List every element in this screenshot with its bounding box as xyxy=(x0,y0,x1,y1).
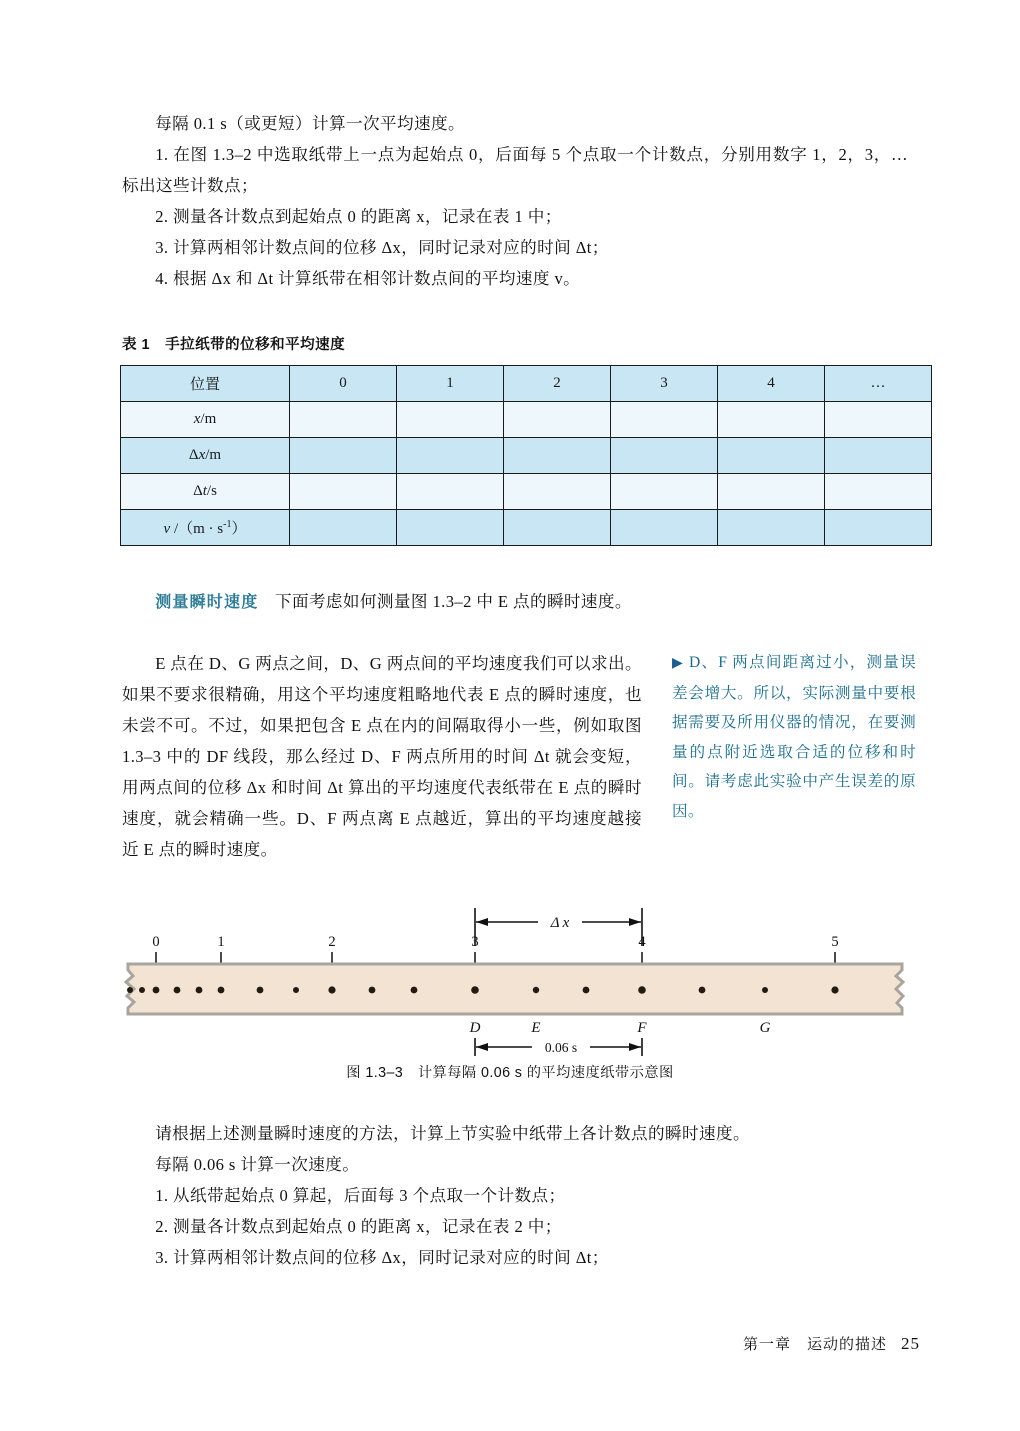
side-note-text: D、F 两点间距离过小，测量误差会增大。所以，实际测量中要根据需要及所用仪器的情况，在要测量的点附近选取合适的位移和时间。请考虑此实验中产生误差的原因。 xyxy=(672,654,916,820)
cell-position-1[interactable]: 1 xyxy=(397,366,504,402)
top-step-2: 2. 测量各计数点到起始点 0 的距离 x，记录在表 1 中； xyxy=(155,207,562,226)
point-label-F: F xyxy=(637,1020,647,1036)
tape-dot xyxy=(699,987,706,994)
cell-position-ellipsis[interactable]: … xyxy=(825,366,932,402)
delta-x-label: Δ x xyxy=(550,915,570,931)
top-label-5: 5 xyxy=(831,934,839,950)
point-label-G: G xyxy=(759,1020,771,1036)
table-displacement-velocity xyxy=(120,365,932,546)
row-label-delta-x: Δx/m xyxy=(121,438,290,474)
cell-v-2[interactable] xyxy=(504,510,611,546)
cell-dt-2[interactable] xyxy=(504,474,611,510)
table-caption: 表 1 手拉纸带的位移和平均速度 xyxy=(122,337,346,353)
triangle-marker-icon: ▶ xyxy=(672,656,684,671)
cell-dt-ellipsis[interactable] xyxy=(825,474,932,510)
tape-dot-2 xyxy=(328,986,335,993)
cell-x-4[interactable] xyxy=(718,402,825,438)
cell-position-4[interactable]: 4 xyxy=(718,366,825,402)
top-step-3: 3. 计算两相邻计数点间的位移 Δx，同时记录对应的时间 Δt； xyxy=(155,238,609,257)
cell-dt-3[interactable] xyxy=(611,474,718,510)
side-note xyxy=(672,648,916,826)
point-letter-labels xyxy=(469,1020,771,1036)
cell-dx-0[interactable] xyxy=(290,438,397,474)
cell-position-3[interactable]: 3 xyxy=(611,366,718,402)
section-heading: 测量瞬时速度 xyxy=(155,594,259,611)
tape-dot xyxy=(583,987,590,994)
tape-dot xyxy=(139,987,145,993)
cell-dx-4[interactable] xyxy=(718,438,825,474)
tape-dot xyxy=(369,987,376,994)
paper-tape xyxy=(126,964,903,1014)
footer-page-number: 25 xyxy=(901,1334,920,1353)
row-label-delta-t: Δt/s xyxy=(121,474,290,510)
row-label-v: v $/(m \cdot s^{-1})$ xyxy=(121,510,290,546)
cell-v-4[interactable] xyxy=(718,510,825,546)
top-number-labels xyxy=(152,934,838,950)
cell-dt-0[interactable] xyxy=(290,474,397,510)
figure-caption: 图 1.3–3 计算每隔 0.06 s 的平均速度纸带示意图 xyxy=(346,1065,674,1081)
dim-arrowhead-right xyxy=(629,918,641,926)
top-label-4: 4 xyxy=(638,934,646,950)
tape-diagram-svg xyxy=(120,898,910,1058)
cell-x-1[interactable] xyxy=(397,402,504,438)
row-label-x: x/m xyxy=(121,402,290,438)
cell-dt-4[interactable] xyxy=(718,474,825,510)
table-row xyxy=(121,438,932,474)
cell-v-0[interactable] xyxy=(290,510,397,546)
top-label-1: 1 xyxy=(217,934,225,950)
cell-v-1[interactable] xyxy=(397,510,504,546)
dim-arrowhead-left xyxy=(476,918,488,926)
table-row xyxy=(121,510,932,546)
cell-dx-1[interactable] xyxy=(397,438,504,474)
cell-x-ellipsis[interactable] xyxy=(825,402,932,438)
tape-dot-1 xyxy=(218,987,225,994)
bottom-paragraph-2: 每隔 0.06 s 计算一次速度。 xyxy=(155,1155,360,1174)
lead-line: 每隔 0.1 s（或更短）计算一次平均速度。 xyxy=(155,114,465,133)
tape-dot-E xyxy=(533,987,539,993)
section-intro-text: 下面考虑如何测量图 1.3–2 中 E 点的瞬时速度。 xyxy=(274,592,632,611)
bottom-step-2: 2. 测量各计数点到起始点 0 的距离 x，记录在表 2 中； xyxy=(155,1217,562,1236)
cell-position-2[interactable]: 2 xyxy=(504,366,611,402)
cell-dx-2[interactable] xyxy=(504,438,611,474)
point-label-E: E xyxy=(531,1020,541,1036)
tape-dot xyxy=(174,987,181,994)
body-paragraph-block xyxy=(122,648,642,865)
tape-dot xyxy=(293,987,299,993)
bottom-step-1: 1. 从纸带起始点 0 算起，后面每 3 个点取一个计数点； xyxy=(155,1186,566,1205)
figure-1-3-3 xyxy=(120,898,910,1058)
tape-dot-F xyxy=(638,986,646,994)
cell-dx-ellipsis[interactable] xyxy=(825,438,932,474)
tape-dot-5 xyxy=(831,986,838,993)
table-row xyxy=(121,402,932,438)
tape-dot-0 xyxy=(153,987,160,994)
top-step-1: 1. 在图 1.3–2 中选取纸带上一点为起始点 0，后面每 5 个点取一个计数点，分别用数字 1，2，3，… 标出这些计数点； xyxy=(122,145,908,195)
bottom-text-block xyxy=(122,1118,908,1273)
page-footer xyxy=(0,1333,920,1354)
time-interval-label: 0.06 s xyxy=(544,1040,578,1055)
footer-chapter: 第一章 运动的描述 xyxy=(742,1336,887,1353)
top-label-0: 0 xyxy=(152,934,160,950)
cell-dx-3[interactable] xyxy=(611,438,718,474)
tape-dot-D xyxy=(471,986,479,994)
cell-x-3[interactable] xyxy=(611,402,718,438)
table-1-wrapper xyxy=(120,365,910,546)
tape-dot xyxy=(411,987,418,994)
time-arrowhead-right xyxy=(629,1043,641,1051)
cell-x-2[interactable] xyxy=(504,402,611,438)
top-label-3: 3 xyxy=(471,934,479,950)
tape-dot-G xyxy=(762,987,768,993)
top-step-4: 4. 根据 Δx 和 Δt 计算纸带在相邻计数点间的平均速度 v。 xyxy=(155,269,581,288)
top-text-block xyxy=(122,108,908,294)
tape-dot xyxy=(127,987,133,993)
body-paragraph: E 点在 D、G 两点之间，D、G 两点间的平均速度我们可以求出。如果不要求很精确，用这个平均速度粗略地代表 E 点的瞬时速度，也未尝不可。不过，如果把包含 E 点在内的间隔取得小一些，例如取图 1.3–3 中的 DF 线段，那么经过 D、F 两点所用的时间 Δt 就会变短，用两点间的位移 Δx 和时间 Δt 算出的平均速度代表纸带在 E 点的瞬时速度，就会精确一些。D、F 两点离 E 点越近，算出的平均速度越接近 E 点的瞬时速度。 xyxy=(122,654,642,859)
row-label-position: 位置 xyxy=(121,366,290,402)
top-label-2: 2 xyxy=(328,934,336,950)
cell-v-ellipsis[interactable] xyxy=(825,510,932,546)
cell-x-0[interactable] xyxy=(290,402,397,438)
cell-v-3[interactable] xyxy=(611,510,718,546)
table-row xyxy=(121,366,932,402)
time-arrowhead-left xyxy=(476,1043,488,1051)
table-row xyxy=(121,474,932,510)
bottom-paragraph-1: 请根据上述测量瞬时速度的方法，计算上节实验中纸带上各计数点的瞬时速度。 xyxy=(155,1124,750,1143)
cell-position-0[interactable]: 0 xyxy=(290,366,397,402)
cell-dt-1[interactable] xyxy=(397,474,504,510)
tape-dot xyxy=(257,987,264,994)
tape-dot xyxy=(196,987,203,994)
bottom-step-3: 3. 计算两相邻计数点间的位移 Δx，同时记录对应的时间 Δt； xyxy=(155,1248,609,1267)
section-intro xyxy=(122,586,642,618)
point-label-D: D xyxy=(469,1020,481,1036)
